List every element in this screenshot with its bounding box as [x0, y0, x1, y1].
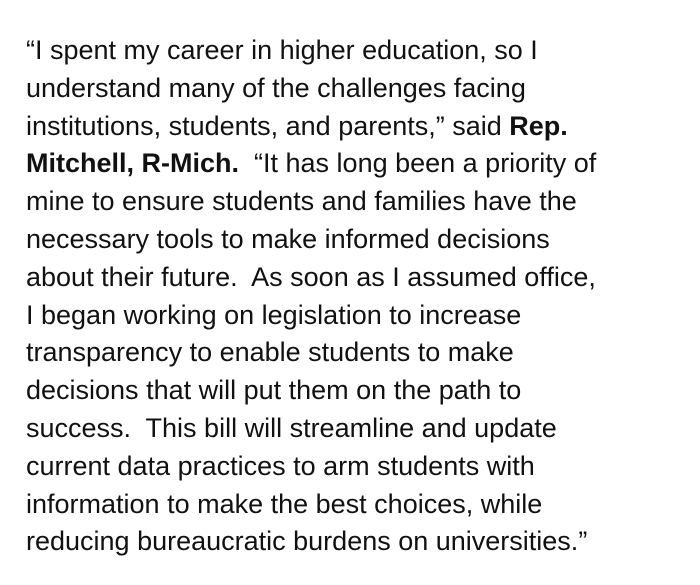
quote-line-10 [26, 372, 686, 410]
quote-line-11 [26, 410, 686, 448]
quote-line-13 [26, 486, 686, 524]
quote-text: “It has long been a priority of [239, 148, 597, 179]
quote-text: institutions, students, and parents,” said [26, 110, 510, 141]
quote-text: transparency to enable students to make [26, 337, 514, 368]
quote-text: success. This bill will streamline and update [26, 412, 557, 443]
quote-line-5 [26, 183, 686, 221]
quote-line-6 [26, 221, 686, 259]
quote-text: understand many of the challenges facing [26, 72, 526, 103]
quote-text: necessary tools to make informed decisions [26, 223, 550, 254]
quote-text: about their future. As soon as I assumed office, [26, 261, 596, 292]
speaker-name: Mitchell, R-Mich. [26, 148, 240, 179]
quote-line-2 [26, 70, 686, 108]
quote-text: decisions that will put them on the path to [26, 375, 522, 406]
quote-text: current data practices to arm students with [26, 450, 535, 481]
quote-line-3 [26, 108, 686, 146]
quote-line-9 [26, 334, 686, 372]
quote-text: I began working on legislation to increase [26, 299, 522, 330]
quote-block [26, 32, 686, 561]
speaker-title: Rep. [509, 110, 568, 141]
quote-text: “I spent my career in higher education, so I [26, 35, 538, 65]
quote-line-14 [26, 523, 686, 561]
quote-line-12 [26, 448, 686, 486]
quote-line-8 [26, 297, 686, 335]
quote-line-4 [26, 145, 686, 183]
quote-text: reducing bureaucratic burdens on universities.” [26, 526, 588, 557]
quote-text: mine to ensure students and families have the [26, 186, 577, 217]
quote-line-7 [26, 259, 686, 297]
quote-line-1 [26, 32, 686, 70]
quote-text: information to make the best choices, while [26, 488, 543, 519]
